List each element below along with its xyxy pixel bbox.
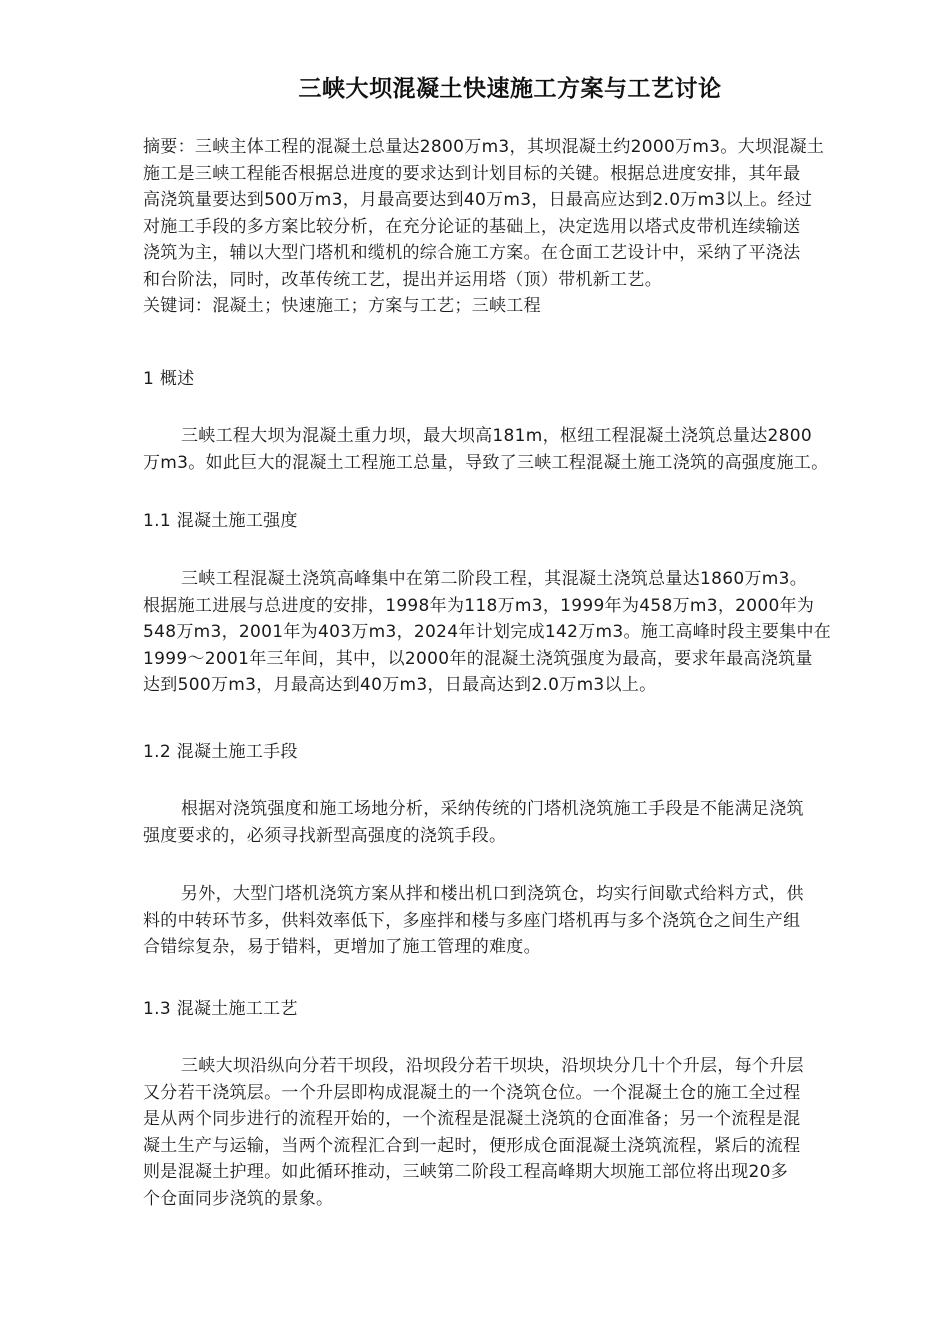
abstract (143, 134, 888, 320)
paragraph-line: 强度要求的，必须寻找新型高强度的浇筑手段。 (143, 825, 507, 846)
paragraph-line: 另外，大型门塔机浇筑方案从拌和楼出机口到浇筑仓，均实行间歇式给料方式，供 (181, 884, 804, 904)
paragraph-line: 1999～2001年三年间，其中，以2000年的混凝土浇筑强度为最高，要求年最高浇筑量 (143, 648, 813, 669)
paragraph-line: 根据施工进展与总进度的安排，1998年为118万m3，1999年为458万m3，2000年为 (143, 595, 815, 616)
paragraph-line: 则是混凝土护理。如此循环推动，三峡第二阶段工程高峰期大坝施工部位将出现20多 (143, 1162, 789, 1182)
abstract-line: 高浇筑量要达到500万m3，月最高要达到40万m3，日最高应达到2.0万m3以上。经过 (143, 190, 813, 210)
paragraph-line: 万m3。如此巨大的混凝土工程施工总量，导致了三峡工程混凝土施工浇筑的高强度施工。 (143, 452, 829, 473)
paragraph-line: 凝土生产与运输，当两个流程汇合到一起时，便形成仓面混凝土浇筑流程，紧后的流程 (143, 1135, 801, 1156)
section-heading-1-1: 1.1 混凝土施工强度 (143, 511, 298, 531)
section-heading-1-3: 1.3 混凝土施工工艺 (143, 999, 298, 1019)
section-1-2-paragraph-1 (143, 796, 888, 849)
paragraph-line: 三峡工程混凝土浇筑高峰集中在第二阶段工程，其混凝土浇筑总量达1860万m3。 (181, 569, 808, 589)
abstract-line: 浇筑为主，辅以大型门塔机和缆机的综合施工方案。在仓面工艺设计中，采纳了平浇法 (143, 243, 801, 263)
paragraph-line: 三峡工程大坝为混凝土重力坝，最大坝高181m，枢纽工程混凝土浇筑总量达2800 (181, 426, 812, 446)
paragraph-line: 是从两个同步进行的流程开始的，一个流程是混凝土浇筑的仓面准备；另一个流程是混 (143, 1109, 801, 1129)
paragraph-line: 根据对浇筑强度和施工场地分析，采纳传统的门塔机浇筑施工手段是不能满足浇筑 (181, 799, 804, 819)
paragraph-line: 又分若干浇筑层。一个升层即构成混凝土的一个浇筑仓位。一个混凝土仓的施工全过程 (143, 1082, 801, 1103)
keywords: 关键词：混凝土；快速施工；方案与工艺；三峡工程 (143, 296, 541, 316)
paragraph-line: 料的中转环节多，供料效率低下，多座拌和楼与多座门塔机再与多个浇筑仓之间生产组 (143, 910, 801, 931)
abstract-line: 施工是三峡工程能否根据总进度的要求达到计划目标的关键。根据总进度安排，其年最 (143, 163, 801, 184)
section-1-1-paragraph (143, 566, 888, 699)
abstract-line: 对施工手段的多方案比较分析，在充分论证的基础上，决定选用以塔式皮带机连续输送 (143, 216, 801, 237)
document-title: 三峡大坝混凝土快速施工方案与工艺讨论 (298, 75, 722, 102)
abstract-line: 摘要：三峡主体工程的混凝土总量达2800万m3，其坝混凝土约2000万m3。大坝混凝土 (143, 137, 825, 157)
section-heading-1: 1 概述 (143, 369, 195, 389)
section-1-2-paragraph-2 (143, 881, 888, 961)
section-heading-1-2: 1.2 混凝土施工手段 (143, 742, 298, 762)
paragraph-line: 个仓面同步浇筑的景象。 (143, 1188, 334, 1209)
section-1-3-paragraph (143, 1053, 888, 1212)
paragraph-line: 三峡大坝沿纵向分若干坝段，沿坝段分若干坝块，沿坝块分几十个升层，每个升层 (181, 1056, 804, 1076)
paragraph-line: 548万m3，2001年为403万m3，2024年计划完成142万m3。施工高峰时段主要集中在 (143, 622, 832, 642)
section-1-paragraph (143, 423, 888, 476)
paragraph-line: 达到500万m3，月最高达到40万m3，日最高达到2.0万m3以上。 (143, 675, 657, 695)
abstract-line: 和台阶法，同时，改革传统工艺，提出并运用塔（顶）带机新工艺。 (143, 269, 662, 290)
paragraph-line: 合错综复杂，易于错料，更增加了施工管理的难度。 (143, 937, 541, 957)
